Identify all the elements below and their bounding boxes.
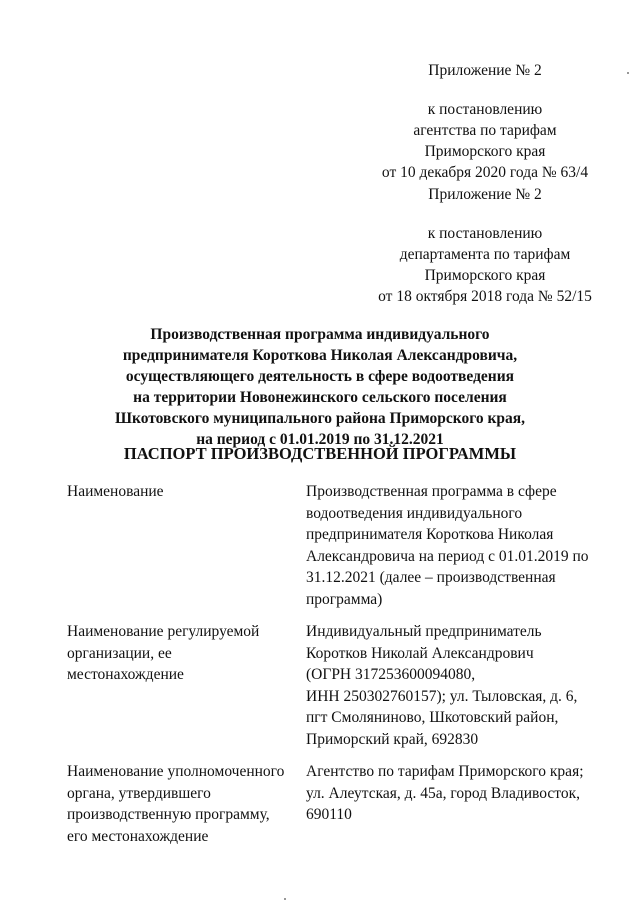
label-line: Наименование уполномоченного: [67, 763, 285, 780]
title-line: Производственная программа индивидуального: [150, 326, 490, 343]
annex-block-current: [360, 60, 610, 183]
title-line: Шкотовского муниципального района Приморского края,: [114, 410, 526, 427]
row-value: [306, 621, 601, 750]
value-line: (ОГРН 317253600094080,: [306, 666, 476, 683]
annex-line: к постановлению: [427, 101, 543, 118]
label-line: производственную программу,: [67, 806, 270, 823]
row-label: [67, 621, 292, 686]
scan-speck: [627, 72, 629, 74]
value-line: водоотведения индивидуального: [306, 504, 523, 522]
value-line: Агентство по тарифам Приморского края;: [306, 763, 584, 780]
scan-speck: [284, 898, 286, 900]
value-line: предпринимателя Короткова Николая: [306, 526, 554, 543]
label-line: органа, утвердившего: [67, 784, 211, 802]
annex-line: департамента по тарифам: [399, 246, 571, 263]
annex-line: к постановлению: [427, 225, 543, 242]
title-line: на период с 01.01.2019 по 31.12.2021: [196, 431, 444, 448]
value-line: 31.12.2021 (далее – производственная: [306, 569, 556, 586]
annex-line: Приморского края: [424, 143, 546, 160]
annex-line: Приморского края: [424, 267, 546, 284]
label-line: Наименование регулируемой: [67, 623, 260, 640]
label-line: его местонахождение: [67, 827, 209, 845]
value-line: Производственная программа в сфере: [306, 483, 557, 500]
label-line: местонахождение: [67, 666, 184, 683]
value-line: пгт Смоляниново, Шкотовский район,: [306, 709, 559, 726]
row-value: [306, 481, 601, 610]
title-line: на территории Новонежинского сельского поселения: [133, 389, 507, 406]
row-label: [67, 481, 292, 503]
value-line: Индивидуальный предприниматель: [306, 623, 542, 640]
label-line: организации, ее: [67, 644, 172, 662]
value-line: Александровича на период с 01.01.2019 по: [306, 547, 589, 565]
annex-line: от 10 декабря 2020 года № 63/4: [381, 164, 589, 181]
value-line: 690110: [306, 806, 352, 823]
row-label: [67, 761, 292, 847]
annex-heading: Приложение № 2: [428, 62, 542, 79]
label-line: Наименование: [67, 483, 164, 500]
value-line: ул. Алеутская, д. 45а, город Владивосток,: [306, 784, 581, 802]
value-line: ИНН 250302760157); ул. Тыловская, д. 6,: [306, 687, 578, 705]
annex-heading: Приложение № 2: [428, 186, 542, 203]
value-line: Коротков Николай Александрович: [306, 644, 534, 662]
annex-line: агентства по тарифам: [413, 122, 557, 139]
value-line: Приморский край, 692830: [306, 730, 479, 748]
annex-line: от 18 октября 2018 года № 52/15: [378, 288, 592, 305]
annex-block-original: [360, 184, 610, 307]
value-line: программа): [306, 590, 383, 608]
row-value: [306, 761, 601, 826]
title-line: осуществляющего деятельность в сфере водоотведения: [125, 368, 515, 385]
passport-heading: ПАСПОРТ ПРОИЗВОДСТВЕННОЙ ПРОГРАММЫ: [123, 444, 517, 463]
document-title: [0, 324, 640, 450]
title-line: предпринимателя Короткова Николая Александровича,: [122, 347, 518, 364]
